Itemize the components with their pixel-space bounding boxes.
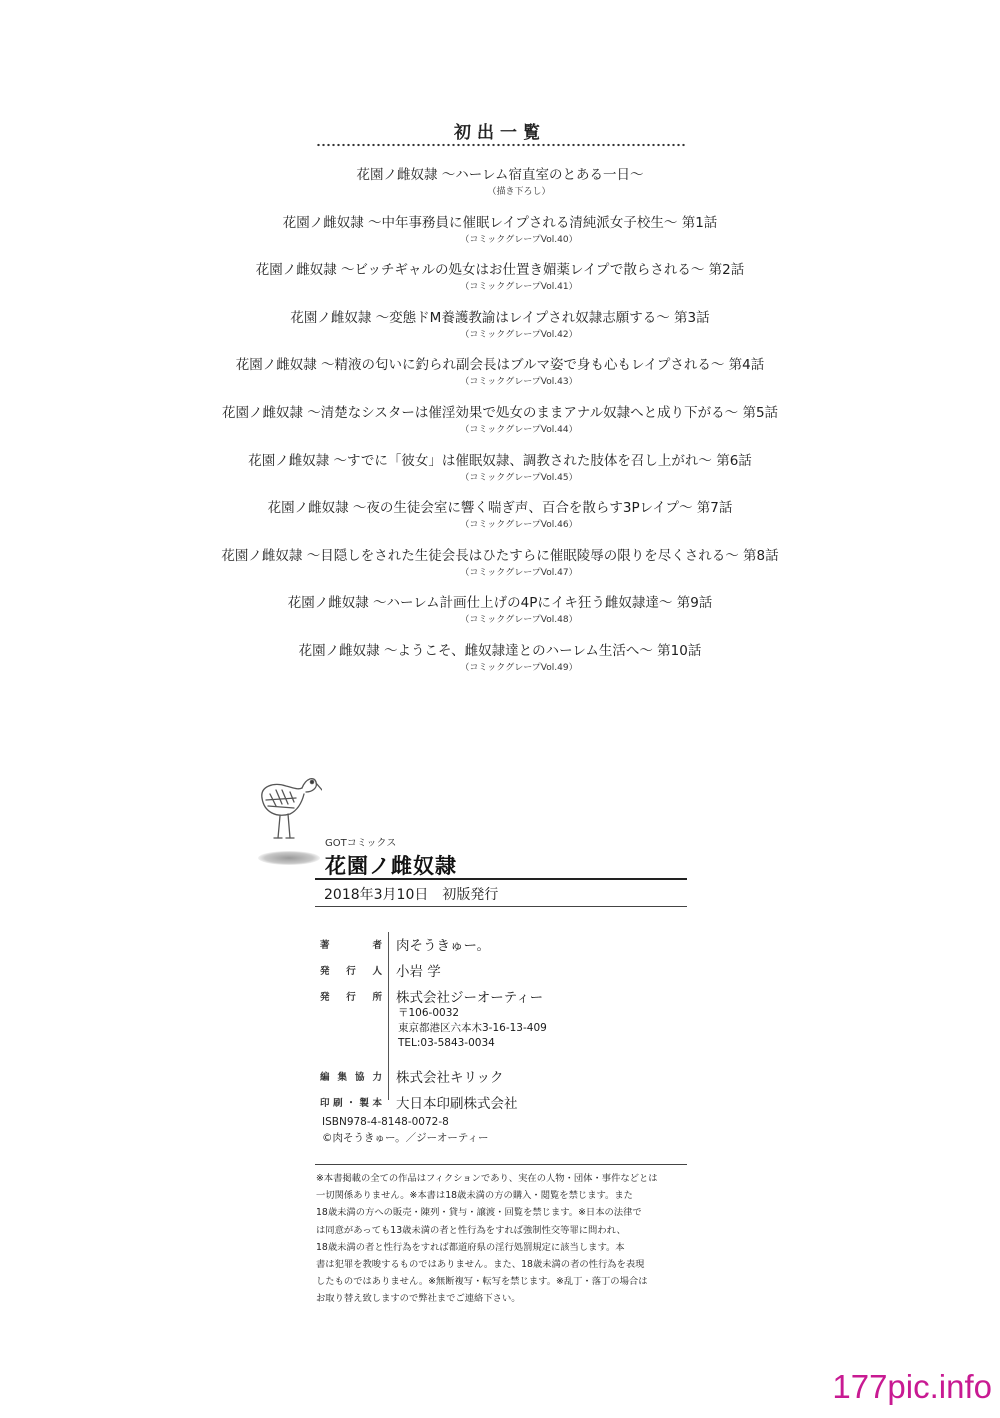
toc-entry-title: 花園ノ雌奴隷 〜ハーレム計画仕上げの4Pにイキ狂う雌奴隷達〜 第9話 xyxy=(287,595,713,612)
credit-key: 編集協力 xyxy=(320,1072,382,1083)
credit-row xyxy=(320,958,680,984)
credit-value: 株式会社ジーオーティー xyxy=(396,990,544,1006)
publisher-address xyxy=(398,1006,547,1051)
toc-entry xyxy=(0,593,1000,641)
toc-entry xyxy=(0,355,1000,403)
toc-entry-title: 花園ノ雌奴隷 〜ビッチギャルの処女はお仕置き媚薬レイプで散らされる〜 第2話 xyxy=(255,262,745,279)
edition-rule xyxy=(315,906,687,907)
toc-entry-title: 花園ノ雌奴隷 〜中年事務員に催眠レイプされる清純派女子校生〜 第1話 xyxy=(282,214,718,231)
toc-entry xyxy=(0,213,1000,261)
toc-entry-source: （コミックグレープVol.41） xyxy=(460,282,578,293)
isbn-block xyxy=(322,1114,489,1146)
bird-logo-icon xyxy=(252,768,322,848)
notice-line: は同意があっても13歳未満の者と性行為をすれば強制性交等罪に問われ、 xyxy=(316,1224,626,1236)
credit-key: 発行人 xyxy=(320,966,382,977)
toc-entry-source: （コミックグレープVol.46） xyxy=(460,520,578,531)
edition-date: 2018年3月10日 初版発行 xyxy=(324,887,499,903)
notice-line: 18歳未満の者と性行為をすれば都道府県の淫行処罰規定に該当します。本 xyxy=(316,1241,625,1253)
toc-entry-source: （コミックグレープVol.47） xyxy=(460,567,578,578)
toc-entry xyxy=(0,451,1000,499)
title-rule xyxy=(315,878,687,880)
watermark: 177pic.info xyxy=(832,1368,992,1405)
toc-entry xyxy=(0,308,1000,356)
notice-line: お取り替え致しますので弊社までご連絡下さい。 xyxy=(316,1293,521,1305)
book-title: 花園ノ雌奴隷 xyxy=(325,854,457,878)
toc-entry-source: （コミックグレープVol.40） xyxy=(460,234,578,245)
notice-line: 一切関係ありません。※本書は18歳未満の方の購入・閲覧を禁じます。また xyxy=(316,1190,633,1202)
toc-entry xyxy=(0,260,1000,308)
toc-entry-source: （コミックグレープVol.49） xyxy=(460,662,578,673)
toc-entry-title: 花園ノ雌奴隷 〜清楚なシスターは催淫効果で処女のままアナル奴隷へと成り下がる〜 第5話 xyxy=(221,404,779,421)
toc-entry xyxy=(0,403,1000,451)
toc-list xyxy=(0,165,1000,689)
credit-key: 印刷・製本 xyxy=(320,1098,382,1109)
credit-row xyxy=(320,1064,680,1090)
postal-code: 〒106-0032 xyxy=(398,1007,460,1019)
toc-entry-source: （描き下ろし） xyxy=(487,187,551,197)
toc-entry xyxy=(0,165,1000,213)
notice-line: 書は犯罪を教唆するものではありません。また、18歳未満の者の性行為を表現 xyxy=(316,1259,645,1271)
toc-entry-title: 花園ノ雌奴隷 〜精液の匂いに釣られ副会長はブルマ姿で身も心もレイプされる〜 第4話 xyxy=(235,357,765,374)
notice-line: ※本書掲載の全ての作品はフィクションであり、実在の人物・団体・事件などとは xyxy=(316,1173,658,1184)
notice-line: したものではありません。※無断複写・転写を禁じます。※乱丁・落丁の場合は xyxy=(316,1276,648,1288)
toc-entry-title: 花園ノ雌奴隷 〜変態ドM養護教諭はレイプされ奴隷志願する〜 第3話 xyxy=(290,309,710,326)
notice-rule xyxy=(315,1164,687,1165)
dotted-divider xyxy=(316,143,686,147)
credit-row xyxy=(320,1090,680,1116)
credit-key: 発行所 xyxy=(320,992,382,1003)
credit-row xyxy=(320,932,680,958)
toc-entry-source: （コミックグレープVol.43） xyxy=(460,377,578,388)
toc-entry-title: 花園ノ雌奴隷 〜すでに「彼女」は催眠奴隷、調教された肢体を召し上がれ〜 第6話 xyxy=(248,452,752,469)
toc-entry-title: 花園ノ雌奴隷 〜夜の生徒会室に響く喘ぎ声、百合を散らす3Pレイプ〜 第7話 xyxy=(267,500,733,517)
toc-entry xyxy=(0,546,1000,594)
toc-entry-source: （コミックグレープVol.45） xyxy=(460,472,578,483)
toc-entry xyxy=(0,641,1000,689)
toc-entry-source: （コミックグレープVol.42） xyxy=(460,329,578,340)
isbn: ISBN978-4-8148-0072-8 xyxy=(322,1116,449,1128)
credit-value: 肉そうきゅー。 xyxy=(396,938,490,954)
toc-title: 初出一覧 xyxy=(454,123,546,143)
street-address: 東京都港区六本木3-16-13-409 xyxy=(398,1022,547,1034)
notice-line: 18歳未満の方への販売・陳列・貸与・譲渡・回覧を禁じます。※日本の法律で xyxy=(316,1207,642,1219)
toc-entry xyxy=(0,498,1000,546)
credit-value: 株式会社キリック xyxy=(396,1070,504,1086)
toc-entry-source: （コミックグレープVol.48） xyxy=(460,615,578,626)
credit-value: 小岩 学 xyxy=(396,964,441,980)
credit-value: 大日本印刷株式会社 xyxy=(396,1096,518,1112)
series-label: GOTコミックス xyxy=(325,838,397,849)
toc-entry-title: 花園ノ雌奴隷 〜ようこそ、雌奴隷達とのハーレム生活へ〜 第10話 xyxy=(298,642,702,659)
toc-entry-source: （コミックグレープVol.44） xyxy=(460,424,578,435)
telephone: TEL:03-5843-0034 xyxy=(398,1037,495,1049)
legal-notice xyxy=(316,1170,688,1308)
credit-key: 著者 xyxy=(320,940,382,951)
toc-entry-title: 花園ノ雌奴隷 〜ハーレム宿直室のとある一日〜 xyxy=(356,167,644,183)
toc-entry-title: 花園ノ雌奴隷 〜目隠しをされた生徒会長はひたすらに催眠陵辱の限りを尽くされる〜 第8話 xyxy=(221,547,779,564)
logo-shadow xyxy=(258,851,320,865)
copyright: ©肉そうきゅー。／ジーオーティー xyxy=(322,1132,489,1144)
